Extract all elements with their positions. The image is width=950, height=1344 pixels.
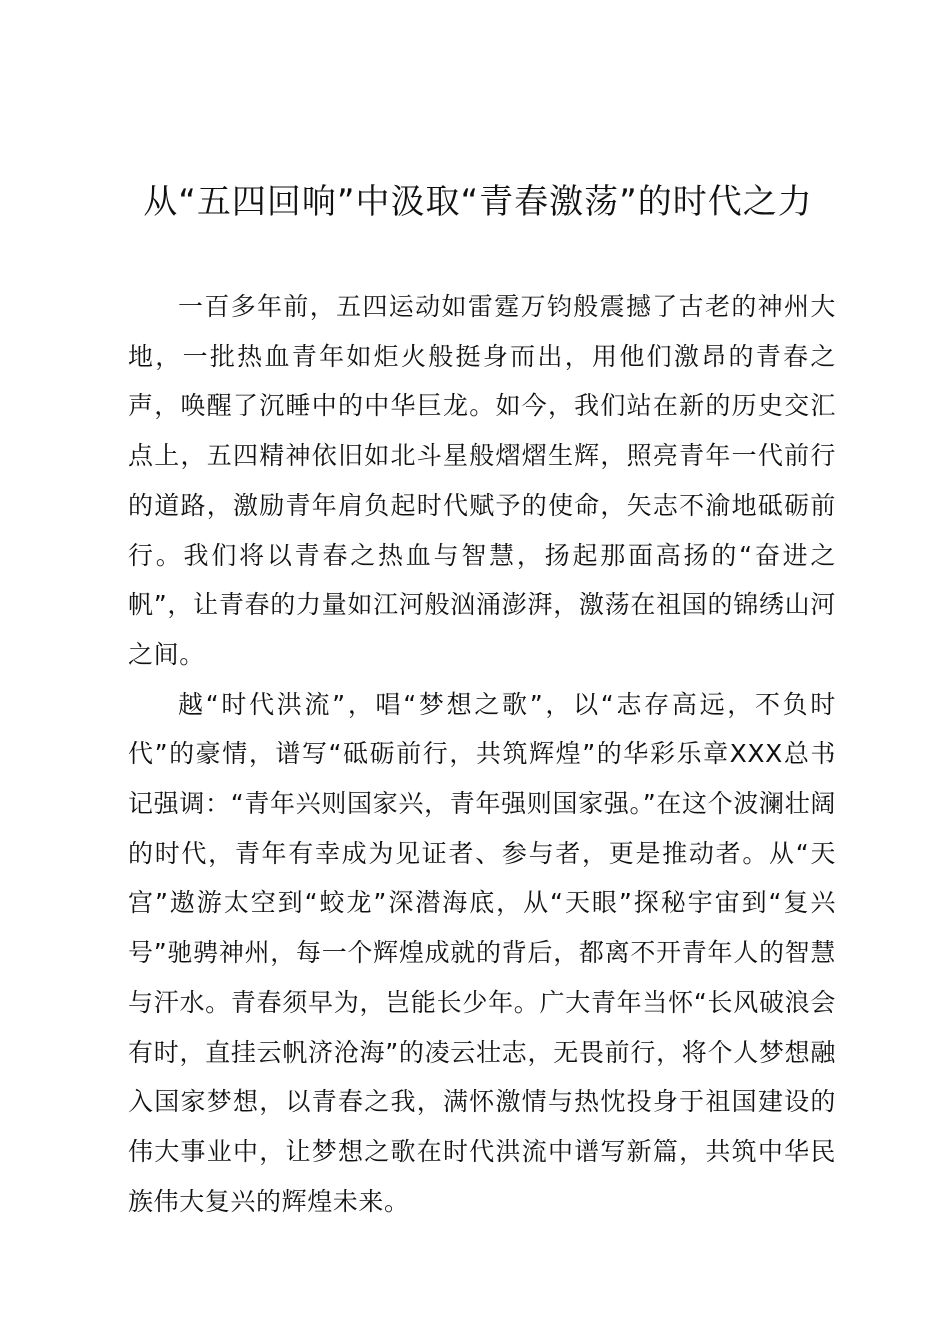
document-title: 从“五四回响”中汲取“青春激荡”的时代之力 bbox=[143, 182, 813, 222]
paragraph-2: 越“时代洪流”，唱“梦想之歌”，以“志存高远，不负时代”的豪情，谱写“砥砺前行，共筑辉煌”的华彩乐章XXX总书记强调：“青年兴则国家兴，青年强则国家强。”在这个波澜壮阔的时代，青年有幸成为见证者、参与者，更是推动者。从“天宫”遨游太空到“蛟龙”深潜海底，从“天眼”探秘宇宙到“复兴号”驰骋神州，每一个辉煌成就的背后，都离不开青年人的智慧与汗水。青春须早为，岂能长少年。广大青年当怀“长风破浪会有时，直挂云帆济沧海”的凌云壮志，无畏前行，将个人梦想融入国家梦想，以青春之我，满怀激情与热忱投身于祖国建设的伟大事业中，让梦想之歌在时代洪流中谱写新篇，共筑中华民族伟大复兴的辉煌未来。 bbox=[128, 689, 836, 1216]
document-body bbox=[128, 282, 836, 1226]
paragraph-1: 一百多年前，五四运动如雷霆万钧般震撼了古老的神州大地，一批热血青年如炬火般挺身而出，用他们激昂的青春之声，唤醒了沉睡中的中华巨龙。如今，我们站在新的历史交汇点上，五四精神依旧如北斗星般熠熠生辉，照亮青年一代前行的道路，激励青年肩负起时代赋予的使命，矢志不渝地砥砺前行。我们将以青春之热血与智慧，扬起那面高扬的“奋进之帆”，让青春的力量如江河般汹涌澎湃，激荡在祖国的锦绣山河之间。 bbox=[128, 292, 836, 669]
